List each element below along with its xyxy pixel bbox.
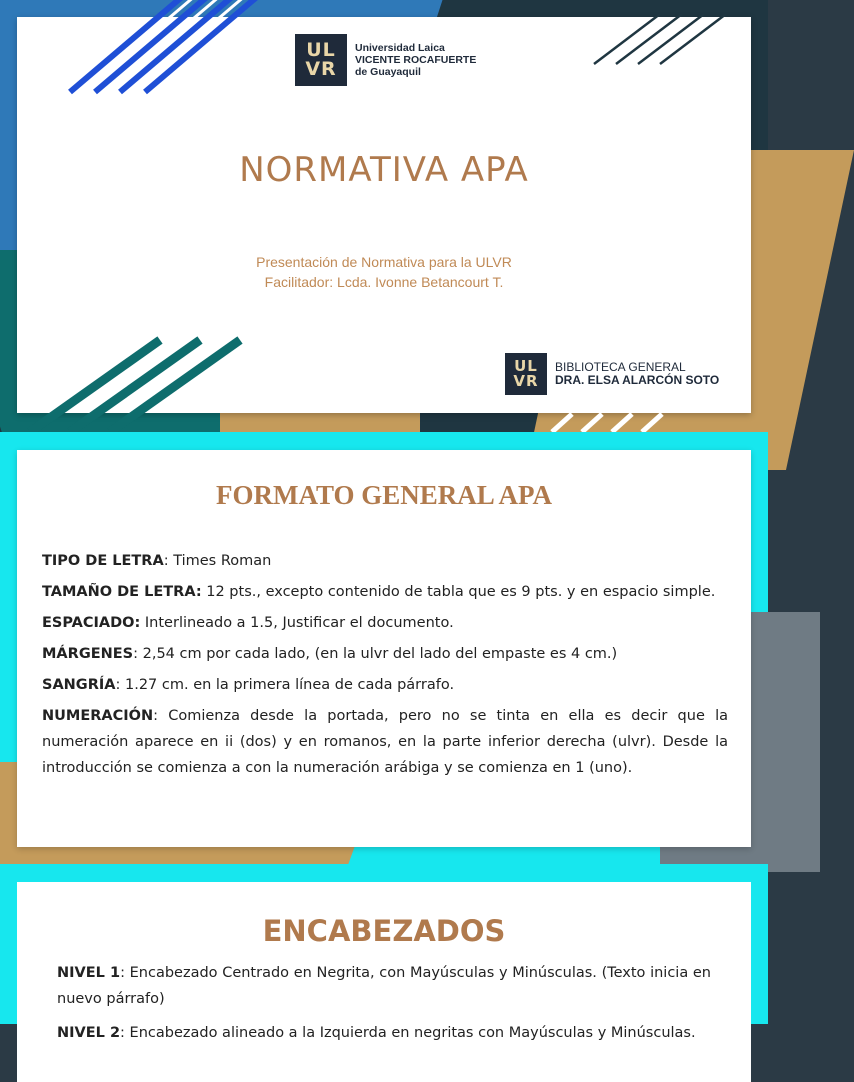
heading-level-item [57, 960, 711, 1012]
item-text: 12 pts., excepto contenido de tabla que es 9 pts. y en espacio simple. [201, 584, 716, 600]
format-item [42, 610, 728, 636]
item-key: TAMAÑO DE LETRA: [42, 584, 202, 600]
format-item [42, 548, 728, 574]
item-text: : 1.27 cm. en la primera línea de cada párrafo. [115, 677, 455, 693]
item-key: NIVEL 2 [57, 1025, 121, 1041]
item-key: SANGRÍA [42, 677, 116, 693]
item-text: : Encabezado Centrado en Negrita, con Mayúsculas y Minúsculas. (Texto inicia en nuevo párrafo) [57, 965, 711, 1007]
item-text: : Comienza desde la portada, pero no se tinta en ella es decir que la numeración aparece en ii (dos) y en romanos, en la parte inferior derecha (ulvr). Desde la introducción se comienza a con la numeración arábiga y se comienza en 1 (uno). [42, 708, 728, 776]
university-name [355, 42, 476, 78]
item-key: NIVEL 1 [57, 965, 121, 981]
logo-mark-line: VR [513, 372, 539, 390]
headings-title: ENCABEZADOS [262, 914, 506, 948]
format-title: FORMATO GENERAL APA [215, 480, 553, 510]
library-name [555, 361, 719, 387]
university-logo [295, 34, 476, 86]
university-name-line: VICENTE ROCAFUERTE [355, 54, 477, 66]
item-key: NUMERACIÓN [42, 708, 154, 724]
format-card [17, 450, 751, 847]
presentation-subtitle [17, 252, 751, 292]
item-key: TIPO DE LETRA [42, 553, 164, 569]
item-key: MÁRGENES [42, 646, 134, 662]
format-body [42, 548, 728, 786]
item-text: : Times Roman [163, 553, 272, 569]
presentation-title: NORMATIVA APA [239, 150, 529, 190]
headings-card [17, 882, 751, 1082]
format-slide [0, 432, 768, 864]
university-name-line: de Guayaquil [355, 66, 421, 78]
library-line-1: BIBLIOTECA GENERAL [555, 360, 686, 374]
item-text: : 2,54 cm por cada lado, (en la ulvr del lado del empaste es 4 cm.) [133, 646, 618, 662]
item-text: : Encabezado alineado a la Izquierda en negritas con Mayúsculas y Minúsculas. [120, 1025, 696, 1041]
title-slide [0, 0, 768, 432]
university-name-line: Universidad Laica [355, 42, 445, 54]
item-key: ESPACIADO: [42, 615, 141, 631]
library-line-2: DRA. ELSA ALARCÓN SOTO [555, 373, 720, 387]
heading-level-item [57, 1020, 711, 1046]
headings-body [57, 960, 711, 1054]
library-logo [505, 353, 719, 395]
subtitle-line: Presentación de Normativa para la ULVR [256, 254, 512, 270]
format-item [42, 641, 728, 667]
headings-slide [0, 864, 768, 1041]
format-item [42, 703, 728, 781]
ulvr-logo-mark-small [505, 353, 547, 395]
facilitator-line: Facilitador: Lcda. Ivonne Betancourt T. [264, 274, 504, 290]
item-text: Interlineado a 1.5, Justificar el documento. [140, 615, 454, 631]
format-item [42, 672, 728, 698]
logo-mark-line: VR [305, 58, 337, 80]
logo-mark-line: UL [306, 39, 336, 61]
format-item [42, 579, 728, 605]
ulvr-logo-mark [295, 34, 347, 86]
logo-mark-line: UL [514, 357, 538, 375]
